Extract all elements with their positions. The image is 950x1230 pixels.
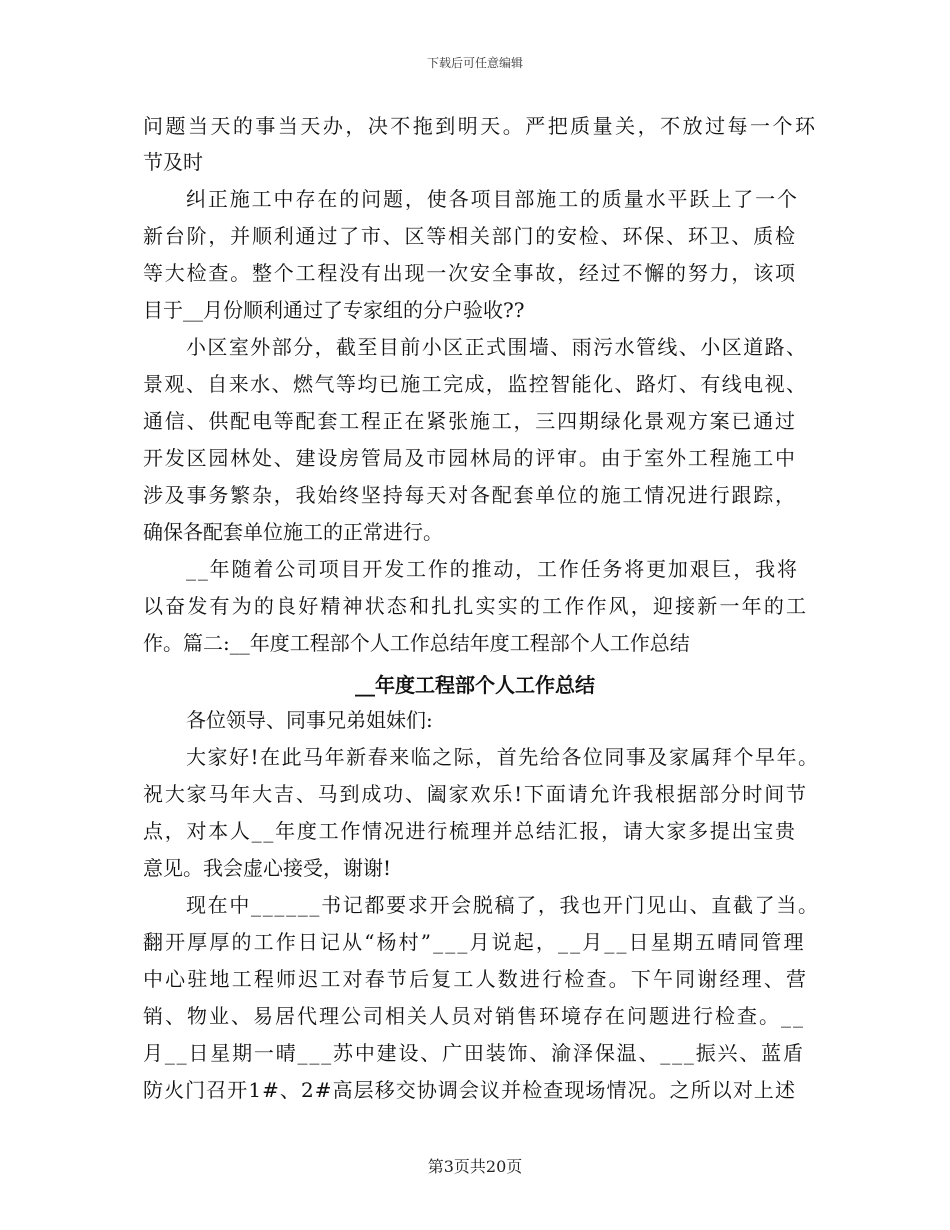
text-line: 等大检查。整个工程没有出现一次安全事故，经过不懈的努力，该项 (143, 261, 797, 285)
text-line: 作。篇二:__年度工程部个人工作总结年度工程部个人工作总结 (143, 631, 690, 655)
text-line: 景观、自来水、燃气等均已施工完成，监控智能化、路灯、有线电视、 (143, 372, 808, 396)
text-line: 新台阶，并顺利通过了市、区等相关部门的安检、环保、环卫、质检 (143, 224, 797, 248)
text-line: 点，对本人__年度工作情况进行梳理并总结汇报，请大家多提出宝贵 (143, 819, 797, 843)
text-line: 翻开厚厚的工作日记从“杨村”___月说起，__月__日星期五晴同管理 (143, 930, 806, 954)
text-line: __年随着公司项目开发工作的推动，工作任务将更加艰巨，我将 (186, 557, 799, 581)
text-line: 目于__月份顺利通过了专家组的分户验收?? (143, 298, 525, 322)
text-line: 现在中______书记都要求开会脱稿了，我也开门见山、直截了当。 (186, 893, 820, 917)
text-line: 防火门召开1#、2#高层移交协调会议并检查现场情况。之所以对上述 (143, 1078, 797, 1102)
section-title: __年度工程部个人工作总结 (355, 673, 595, 697)
text-line: 月__日星期一晴___苏中建设、广田装饰、渝泽保温、___振兴、蓝盾 (143, 1041, 805, 1065)
text-line: 纠正施工中存在的问题，使各项目部施工的质量水平跃上了一个 (186, 187, 799, 211)
text-line: 通信、供配电等配套工程正在紧张施工，三四期绿化景观方案已通过 (143, 409, 797, 433)
text-line: 节及时 (143, 150, 203, 174)
text-line: 以奋发有为的良好精神状态和扎扎实实的工作作风，迎接新一年的工 (143, 594, 809, 618)
text-line: 小区室外部分，截至目前小区正式围墙、雨污水管线、小区道路、 (186, 335, 808, 359)
text-line: 问题当天的事当天办，决不拖到明天。严把质量关，不放过每一个环 (143, 114, 818, 138)
text-line: 销、物业、易居代理公司相关人员对销售环境存在问题进行检查。__ (143, 1004, 805, 1028)
text-line: 大家好!在此马年新春来临之际，首先给各位同事及家属拜个早年。 (186, 745, 820, 769)
text-line: 涉及事务繁杂，我始终坚持每天对各配套单位的施工情况进行跟踪， (143, 483, 797, 507)
text-line: 确保各配套单位施工的正常进行。 (143, 520, 443, 544)
text-line: 意见。我会虚心接受，谢谢! (143, 856, 392, 880)
text-line: 开发区园林处、建设房管局及市园林局的评审。由于室外工程施工中 (143, 446, 797, 470)
text-line: 各位领导、同事兄弟姐妹们: (186, 708, 433, 732)
page-footer: 第3页共20页 (427, 1157, 523, 1176)
text-line: 祝大家马年大吉、马到成功、阖家欢乐!下面请允许我根据部分时间节 (143, 782, 808, 806)
page-header: 下载后可任意编辑 (426, 56, 523, 70)
text-line: 中心驻地工程师迟工对春节后复工人数进行检查。下午同谢经理、营 (143, 967, 809, 991)
